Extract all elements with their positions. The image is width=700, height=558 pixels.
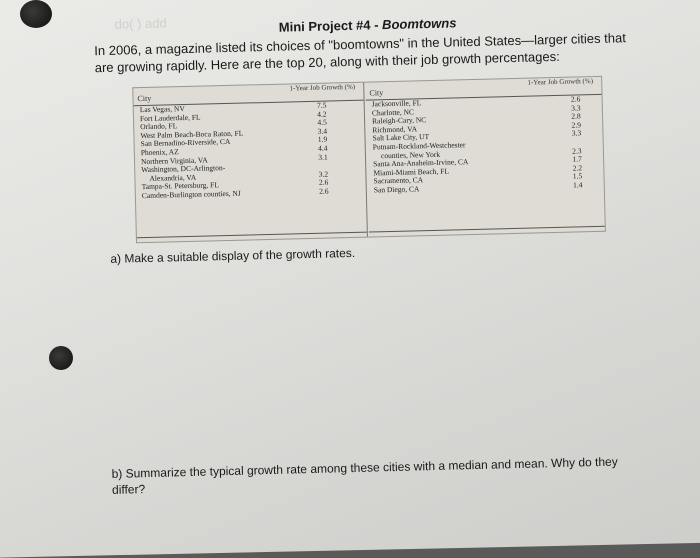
city-cell: Raleigh-Cary, NC	[372, 115, 427, 126]
growth-cell: 3.2	[318, 169, 329, 179]
city-cell: Sacramento, CA	[373, 175, 424, 186]
city-cell: Fort Lauderdale, FL	[139, 112, 201, 123]
growth-cell: 2.9	[571, 120, 582, 130]
city-cell: counties, New York	[380, 149, 441, 160]
city-cell: Putnam-Rockland-Westchester	[372, 140, 466, 152]
growth-cell: 3.4	[317, 126, 328, 136]
city-cell: Charlotte, NC	[371, 107, 415, 118]
city-cell: Northern Virginia, VA	[140, 155, 208, 166]
growth-cell: 2.6	[570, 94, 581, 104]
growth-cell: 1.9	[317, 134, 328, 145]
city-cell: Jacksonville, FL	[371, 98, 422, 109]
growth-cell: 3.3	[571, 128, 582, 138]
table-rows	[134, 101, 366, 201]
city-cell: Washington, DC-Arlington-	[141, 163, 226, 175]
page-title	[279, 15, 457, 34]
title-emphasis: Boomtowns	[381, 15, 457, 33]
table-bottom-rule	[137, 232, 367, 239]
table-left-column	[133, 83, 368, 243]
table-bottom-rule	[369, 226, 605, 233]
growth-header: 1-Year Job Growth (%)	[527, 77, 594, 87]
growth-cell	[565, 138, 589, 139]
city-cell: Salt Lake City, UT	[372, 132, 430, 143]
city-cell: Tampa-St. Petersburg, FL	[141, 180, 219, 192]
growth-cell: 2.6	[318, 177, 329, 188]
city-cell: San Bernadino-Riverside, CA	[140, 137, 231, 149]
city-header: City	[137, 93, 152, 104]
growth-cell: 4.4	[317, 143, 328, 153]
growth-cell	[311, 162, 335, 163]
city-cell: Phoenix, AZ	[140, 147, 179, 158]
growth-cell: 1.4	[572, 180, 583, 190]
growth-cell: 1.7	[572, 154, 582, 164]
city-cell: West Palm Beach-Boca Raton, FL	[140, 128, 244, 140]
boomtowns-table	[132, 76, 606, 243]
growth-cell: 3.1	[318, 152, 328, 162]
table-rows	[366, 95, 604, 195]
city-header: City	[369, 88, 384, 98]
city-cell: Alexandria, VA	[149, 172, 197, 183]
intro-paragraph: In 2006, a magazine listed its choices of "boomtowns" in the United States—larger cities that are growing rapidly. Here are the top 20, along with their job growth percentages:	[94, 30, 627, 76]
city-cell: Camden-Burlington counties, NJ	[141, 188, 241, 201]
growth-cell: 2.3	[572, 145, 582, 156]
growth-cell: 2.2	[572, 163, 583, 173]
growth-header: 1-Year Job Growth (%)	[289, 82, 356, 93]
growth-cell: 2.6	[319, 186, 329, 196]
growth-cell: 7.5	[316, 100, 327, 110]
table-right-column	[365, 77, 605, 237]
growth-cell: 3.3	[571, 102, 581, 113]
city-cell: Santa Ana-Anaheim-Irvine, CA	[373, 157, 469, 169]
faded-text: do( ) add	[114, 15, 167, 32]
growth-cell: 4.5	[317, 117, 327, 127]
title-prefix: Mini Project #4 -	[278, 17, 383, 35]
growth-cell: 1.5	[572, 171, 583, 181]
question-a: a) Make a suitable display of the growth rates.	[110, 245, 356, 266]
city-cell: San Diego, CA	[373, 184, 420, 195]
city-cell: Richmond, VA	[372, 124, 418, 135]
growth-cell: 4.2	[317, 109, 327, 119]
city-cell: Orlando, FL	[140, 121, 178, 132]
question-b: b) Summarize the typical growth rate among these cities with a median and mean. Why do they differ?	[111, 454, 618, 497]
city-cell: Las Vegas, NV	[139, 104, 185, 115]
growth-cell: 2.8	[571, 111, 581, 121]
city-cell: Miami-Miami Beach, FL	[373, 166, 450, 178]
